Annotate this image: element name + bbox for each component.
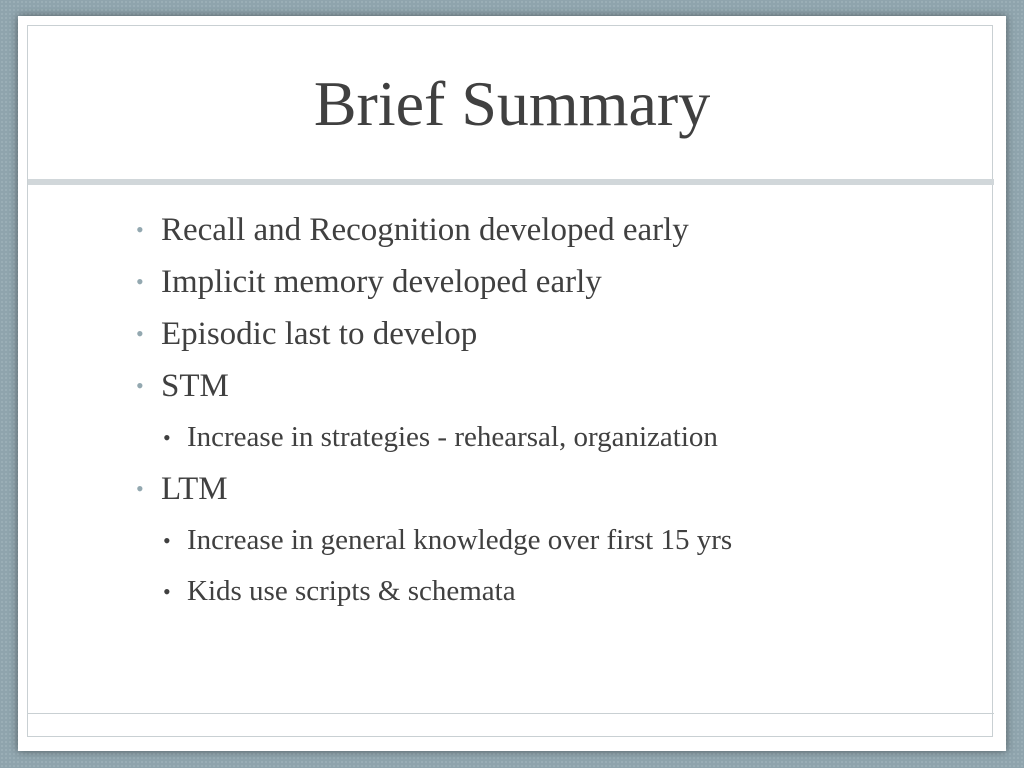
bullet-text: LTM xyxy=(161,471,228,507)
bullet-list xyxy=(136,204,956,617)
title-divider xyxy=(28,179,994,185)
sub-bullet-text: Kids use scripts & schemata xyxy=(187,575,516,607)
sub-bullet-item xyxy=(136,515,956,566)
bullet-dot-icon: • xyxy=(136,373,144,398)
bullet-text: Episodic last to develop xyxy=(161,316,478,352)
bullet-item xyxy=(136,308,956,360)
slide xyxy=(18,16,1006,751)
bullet-dot-icon: • xyxy=(136,476,144,501)
sub-bullet-dot-icon: • xyxy=(163,425,171,450)
sub-bullet-text: Increase in general knowledge over first 15 yrs xyxy=(187,524,733,556)
footer-divider xyxy=(28,713,994,714)
sub-bullet-dot-icon: • xyxy=(163,579,171,604)
bullet-item xyxy=(136,204,956,256)
sub-bullet-text: Increase in strategies - rehearsal, organization xyxy=(187,421,718,453)
bullet-dot-icon: • xyxy=(136,321,144,346)
bullet-dot-icon: • xyxy=(136,269,144,294)
sub-bullet-item xyxy=(136,412,956,463)
slide-title: Brief Summary xyxy=(313,68,711,139)
bullet-item xyxy=(136,360,956,412)
sub-bullet-dot-icon: • xyxy=(163,528,171,553)
bullet-dot-icon: • xyxy=(136,217,144,242)
bullet-item xyxy=(136,256,956,308)
bullet-text: Implicit memory developed early xyxy=(161,264,602,300)
bullet-item xyxy=(136,463,956,515)
bullet-text: STM xyxy=(161,368,229,404)
sub-bullet-item xyxy=(136,566,956,617)
bullet-text: Recall and Recognition developed early xyxy=(161,212,689,248)
